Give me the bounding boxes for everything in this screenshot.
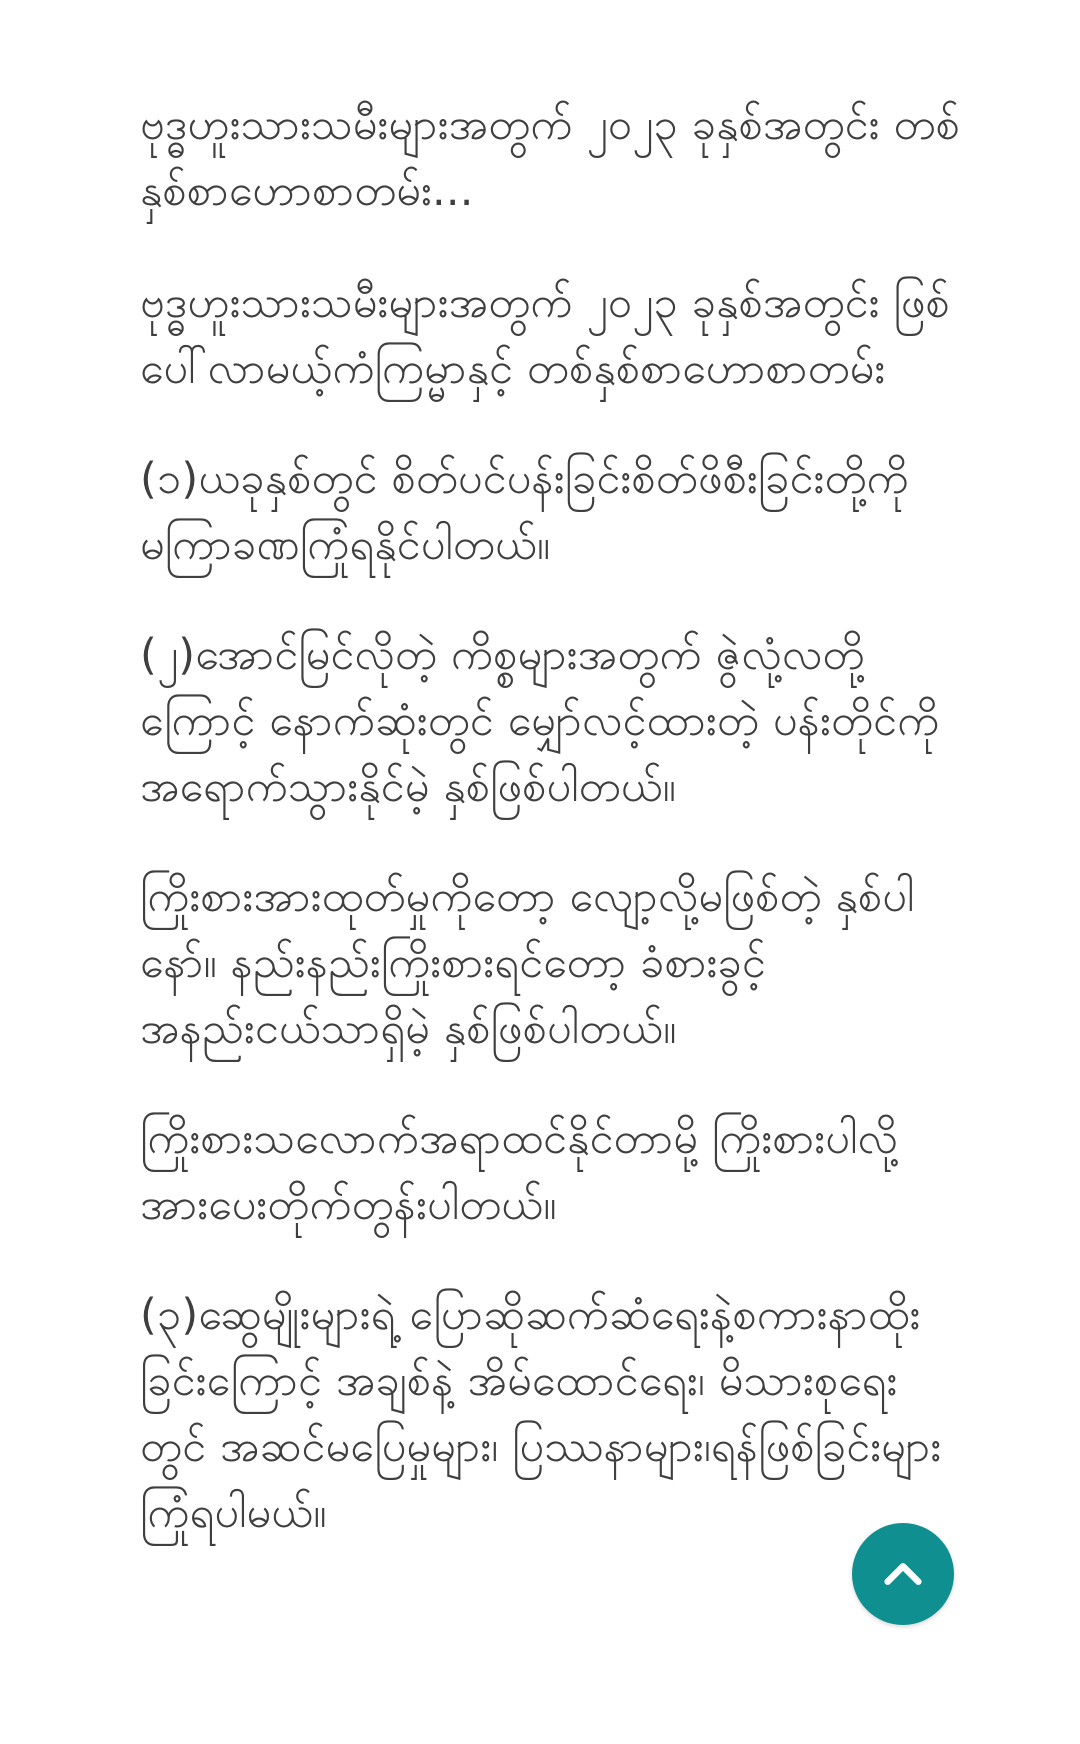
article-paragraph-1: ဗုဒ္ဓဟူးသားသမီးများအတွက် ၂၀၂၃ ခုနှစ်အတွင်း တစ်နှစ်စာဟောစာတမ်း...	[140, 100, 960, 216]
article-paragraph-5: ကြိုးစားအားထုတ်မှုကိုတော့ လျော့လို့မဖြစ်တဲ့ နှစ်ပါနော်။ နည်းနည်းကြိုးစားရင်တော့ ခံစားခွင့် အနည်းငယ်သာရှိမဲ့ နှစ်ဖြစ်ပါတယ်။	[140, 872, 915, 1054]
article-paragraph-6: ကြိုးစားသလောက်အရာထင်နိုင်တာမို့ ကြိုးစားပါလို့ အားပေးတိုက်တွန်းပါတယ်။	[140, 1114, 898, 1230]
scroll-to-top-button[interactable]	[852, 1523, 954, 1625]
article-paragraph-2: ဗုဒ္ဓဟူးသားသမီးများအတွက် ၂၀၂၃ ခုနှစ်အတွင်း ဖြစ်ပေါ်လာမယ့်ကံကြမ္မာနှင့် တစ်နှစ်စာဟောစာတမ်း	[140, 278, 950, 394]
article-paragraph-7: (၃)ဆွေမျိုးများရဲ့ ပြောဆိုဆက်ဆံရေးနဲ့စကားနာထိုးခြင်းကြောင့် အချစ်နဲ့ အိမ်ထောင်ရေး၊ မိသားစုရေးတွင် အဆင်မပြေမှုများ၊ ပြဿနာများ၊ရန်ဖြစ်ခြင်းများကြုံရပါမယ်။	[140, 1290, 942, 1538]
article-paragraph-4: (၂)အောင်မြင်လိုတဲ့ ကိစ္စများအတွက် ဇွဲလုံ့လတို့ကြောင့် နောက်ဆုံးတွင် မျှော်လင့်ထားတဲ့ ပန်းတိုင်ကို အရောက်သွားနိုင်မဲ့ နှစ်ဖြစ်ပါတယ်။	[140, 630, 940, 812]
article-body	[140, 92, 960, 1590]
article-paragraph-3: (၁)ယခုနှစ်တွင် စိတ်ပင်ပန်းခြင်းစိတ်ဖိစီးခြင်းတို့ကိုမကြာခဏကြုံရနိုင်ပါတယ်။	[140, 454, 909, 570]
chevron-up-icon	[880, 1551, 926, 1597]
